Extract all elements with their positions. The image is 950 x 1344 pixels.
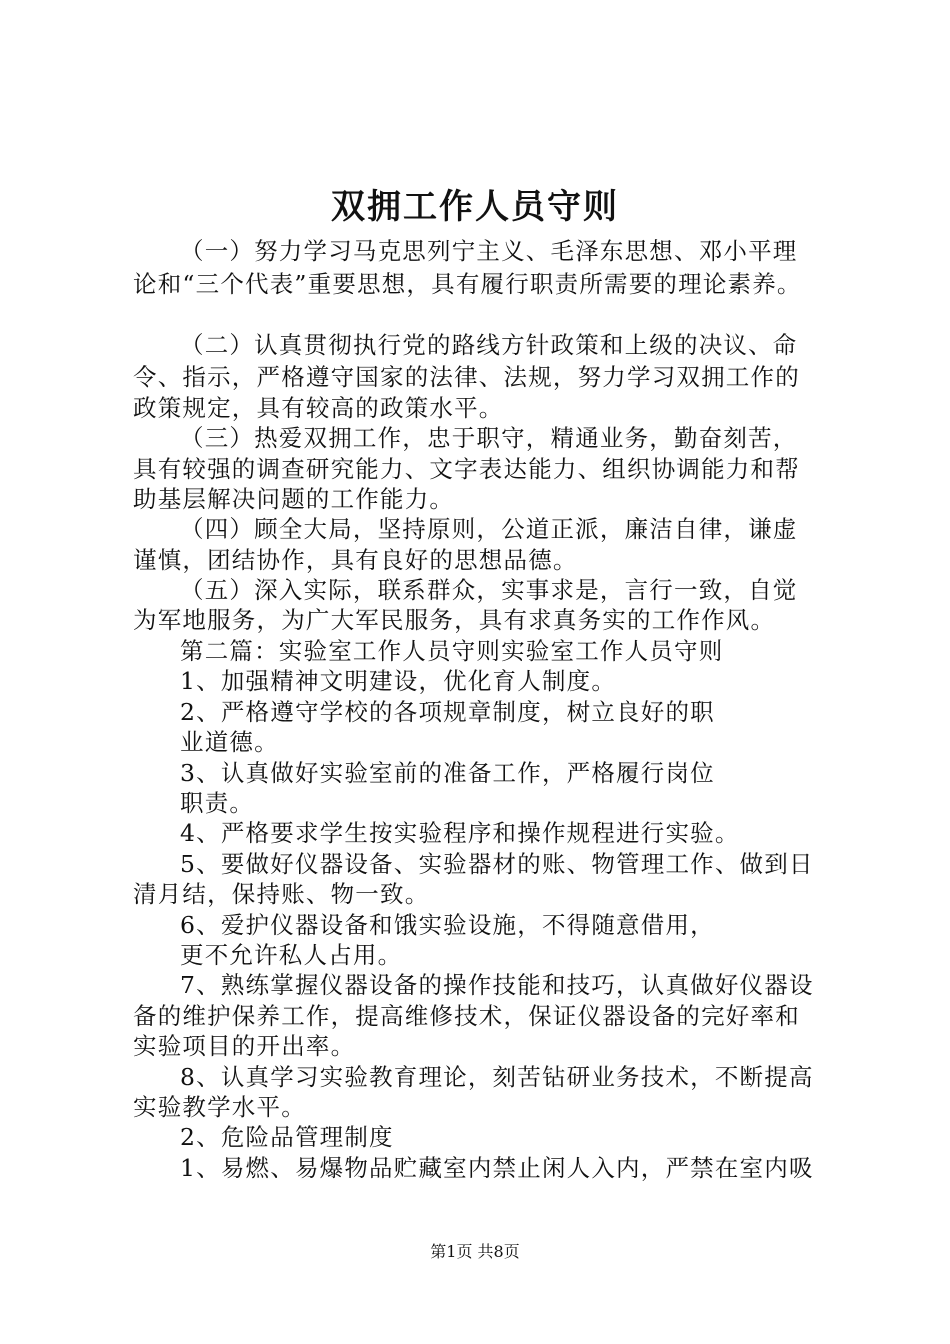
- text-line: 7、熟练掌握仪器设备的操作技能和技巧，认真做好仪器设: [180, 971, 814, 999]
- text-line: 实验教学水平。: [133, 1093, 306, 1121]
- text-line: 具有较强的调查研究能力、文字表达能力、组织协调能力和帮: [133, 455, 800, 483]
- text-line: 3、认真做好实验室前的准备工作，严格履行岗位: [180, 759, 715, 787]
- text-line: 政策规定，具有较高的政策水平。: [133, 394, 504, 422]
- text-line: （一）努力学习马克思列宁主义、毛泽东思想、邓小平理: [180, 237, 798, 265]
- text-line: 实验项目的开出率。: [133, 1032, 356, 1060]
- text-line: 1、加强精神文明建设，优化育人制度。: [180, 667, 617, 695]
- text-line: 6、爱护仪器设备和饿实验设施，不得随意借用，: [180, 911, 715, 939]
- page-footer: 第1页 共8页: [430, 1242, 520, 1261]
- text-line: 4、严格要求学生按实验程序和操作规程进行实验。: [180, 819, 740, 847]
- section-heading: 第二篇：实验室工作人员守则实验室工作人员守则: [180, 637, 724, 665]
- text-line: 更不允许私人占用。: [180, 941, 403, 969]
- text-line: 1、易燃、易爆物品贮藏室内禁止闲人入内，严禁在室内吸: [180, 1154, 814, 1182]
- text-line: 令、指示，严格遵守国家的法律、法规，努力学习双拥工作的: [133, 363, 800, 391]
- text-line: 2、严格遵守学校的各项规章制度，树立良好的职: [180, 698, 715, 726]
- text-line: 职责。: [180, 789, 255, 817]
- text-line: （三）热爱双拥工作，忠于职守，精通业务，勤奋刻苦，: [180, 424, 798, 452]
- text-line: （四）顾全大局，坚持原则，公道正派，廉洁自律，谦虚: [180, 515, 798, 543]
- text-line: 8、认真学习实验教育理论，刻苦钻研业务技术，不断提高: [180, 1063, 814, 1091]
- section-heading: 2、危险品管理制度: [180, 1123, 394, 1151]
- page-title: 双拥工作人员守则: [331, 187, 619, 227]
- text-line: 为军地服务，为广大军民服务，具有求真务实的工作作风。: [133, 606, 776, 634]
- text-line: （二）认真贯彻执行党的路线方针政策和上级的决议、命: [180, 331, 798, 359]
- text-line: 业道德。: [180, 728, 279, 756]
- text-line: 谨慎，团结协作，具有良好的思想品德。: [133, 546, 578, 574]
- text-line: 备的维护保养工作，提高维修技术，保证仪器设备的完好率和: [133, 1002, 800, 1030]
- text-line: 清月结，保持账、物一致。: [133, 880, 430, 908]
- text-line: （五）深入实际，联系群众，实事求是，言行一致，自觉: [180, 576, 798, 604]
- text-line: 助基层解决问题的工作能力。: [133, 485, 455, 513]
- text-line: 5、要做好仪器设备、实验器材的账、物管理工作、做到日: [180, 850, 814, 878]
- text-line: 论和“三个代表”重要思想，具有履行职责所需要的理论素养。: [133, 270, 802, 298]
